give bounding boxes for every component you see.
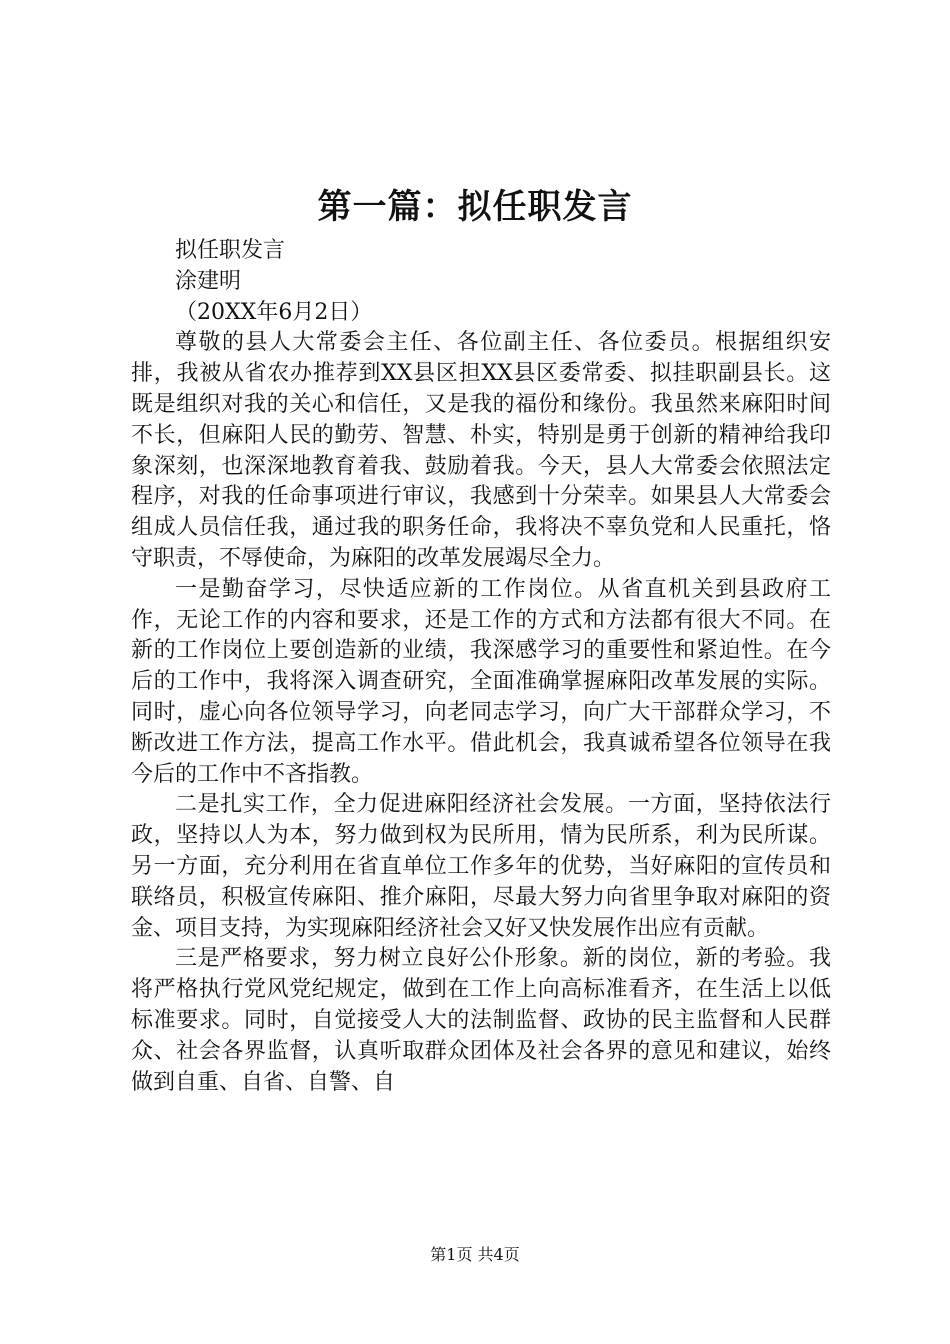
paragraph-point-two: 二是扎实工作，全力促进麻阳经济社会发展。一方面，坚持依法行政，坚持以人为本，努力做到权为民所用，情为民所系，利为民所谋。另一方面，充分利用在省直单位工作多年的优势，当好麻阳的宣传员和联络员，积极宣传麻阳、推介麻阳，尽最大努力向省里争取对麻阳的资金、项目支持，为实现麻阳经济社会又好又快发展作出应有贡献。 bbox=[131, 792, 831, 941]
paragraph-intro: 尊敬的县人大常委会主任、各位副主任、各位委员。根据组织安排，我被从省农办推荐到XX县区担XX县区委常委、拟挂职副县长。这既是组织对我的关心和信任，又是我的福份和缘份。我虽然来麻阳时间不长，但麻阳人民的勤劳、智慧、朴实，特别是勇于创新的精神给我印象深刻，也深深地教育着我、鼓励着我。今天，县人大常委会依照法定程序，对我的任命事项进行审议，我感到十分荣幸。如果县人大常委会组成人员信任我，通过我的职务任命，我将决不辜负党和人民重托，恪守职责，不辱使命，为麻阳的改革发展竭尽全力。 bbox=[131, 330, 831, 571]
document-body bbox=[131, 236, 831, 1098]
paragraph-point-one: 一是勤奋学习，尽快适应新的工作岗位。从省直机关到县政府工作，无论工作的内容和要求，还是工作的方式和方法都有很大不同。在新的工作岗位上要创造新的业绩，我深感学习的重要性和紧迫性。在今后的工作中，我将深入调查研究，全面准确掌握麻阳改革发展的实际。同时，虚心向各位领导学习，向老同志学习，向广大干部群众学习，不断改进工作方法，提高工作水平。借此机会，我真诚希望各位领导在我今后的工作中不吝指教。 bbox=[131, 576, 831, 787]
page-footer: 第1页 共4页 bbox=[430, 1245, 520, 1264]
document-title: 第一篇：拟任职发言 bbox=[317, 187, 633, 227]
paragraph-date: （20XX年6月2日） bbox=[175, 299, 373, 325]
paragraph-author: 涂建明 bbox=[175, 268, 242, 294]
paragraph-subtitle: 拟任职发言 bbox=[175, 238, 286, 263]
paragraph-point-three: 三是严格要求，努力树立良好公仆形象。新的岗位，新的考验。我将严格执行党风党纪规定，做到在工作上向高标准看齐，在生活上以低标准要求。同时，自觉接受人大的法制监督、政协的民主监督和人民群众、社会各界监督，认真听取群众团体及社会各界的意见和建议，始终做到自重、自省、自警、自 bbox=[131, 946, 831, 1095]
